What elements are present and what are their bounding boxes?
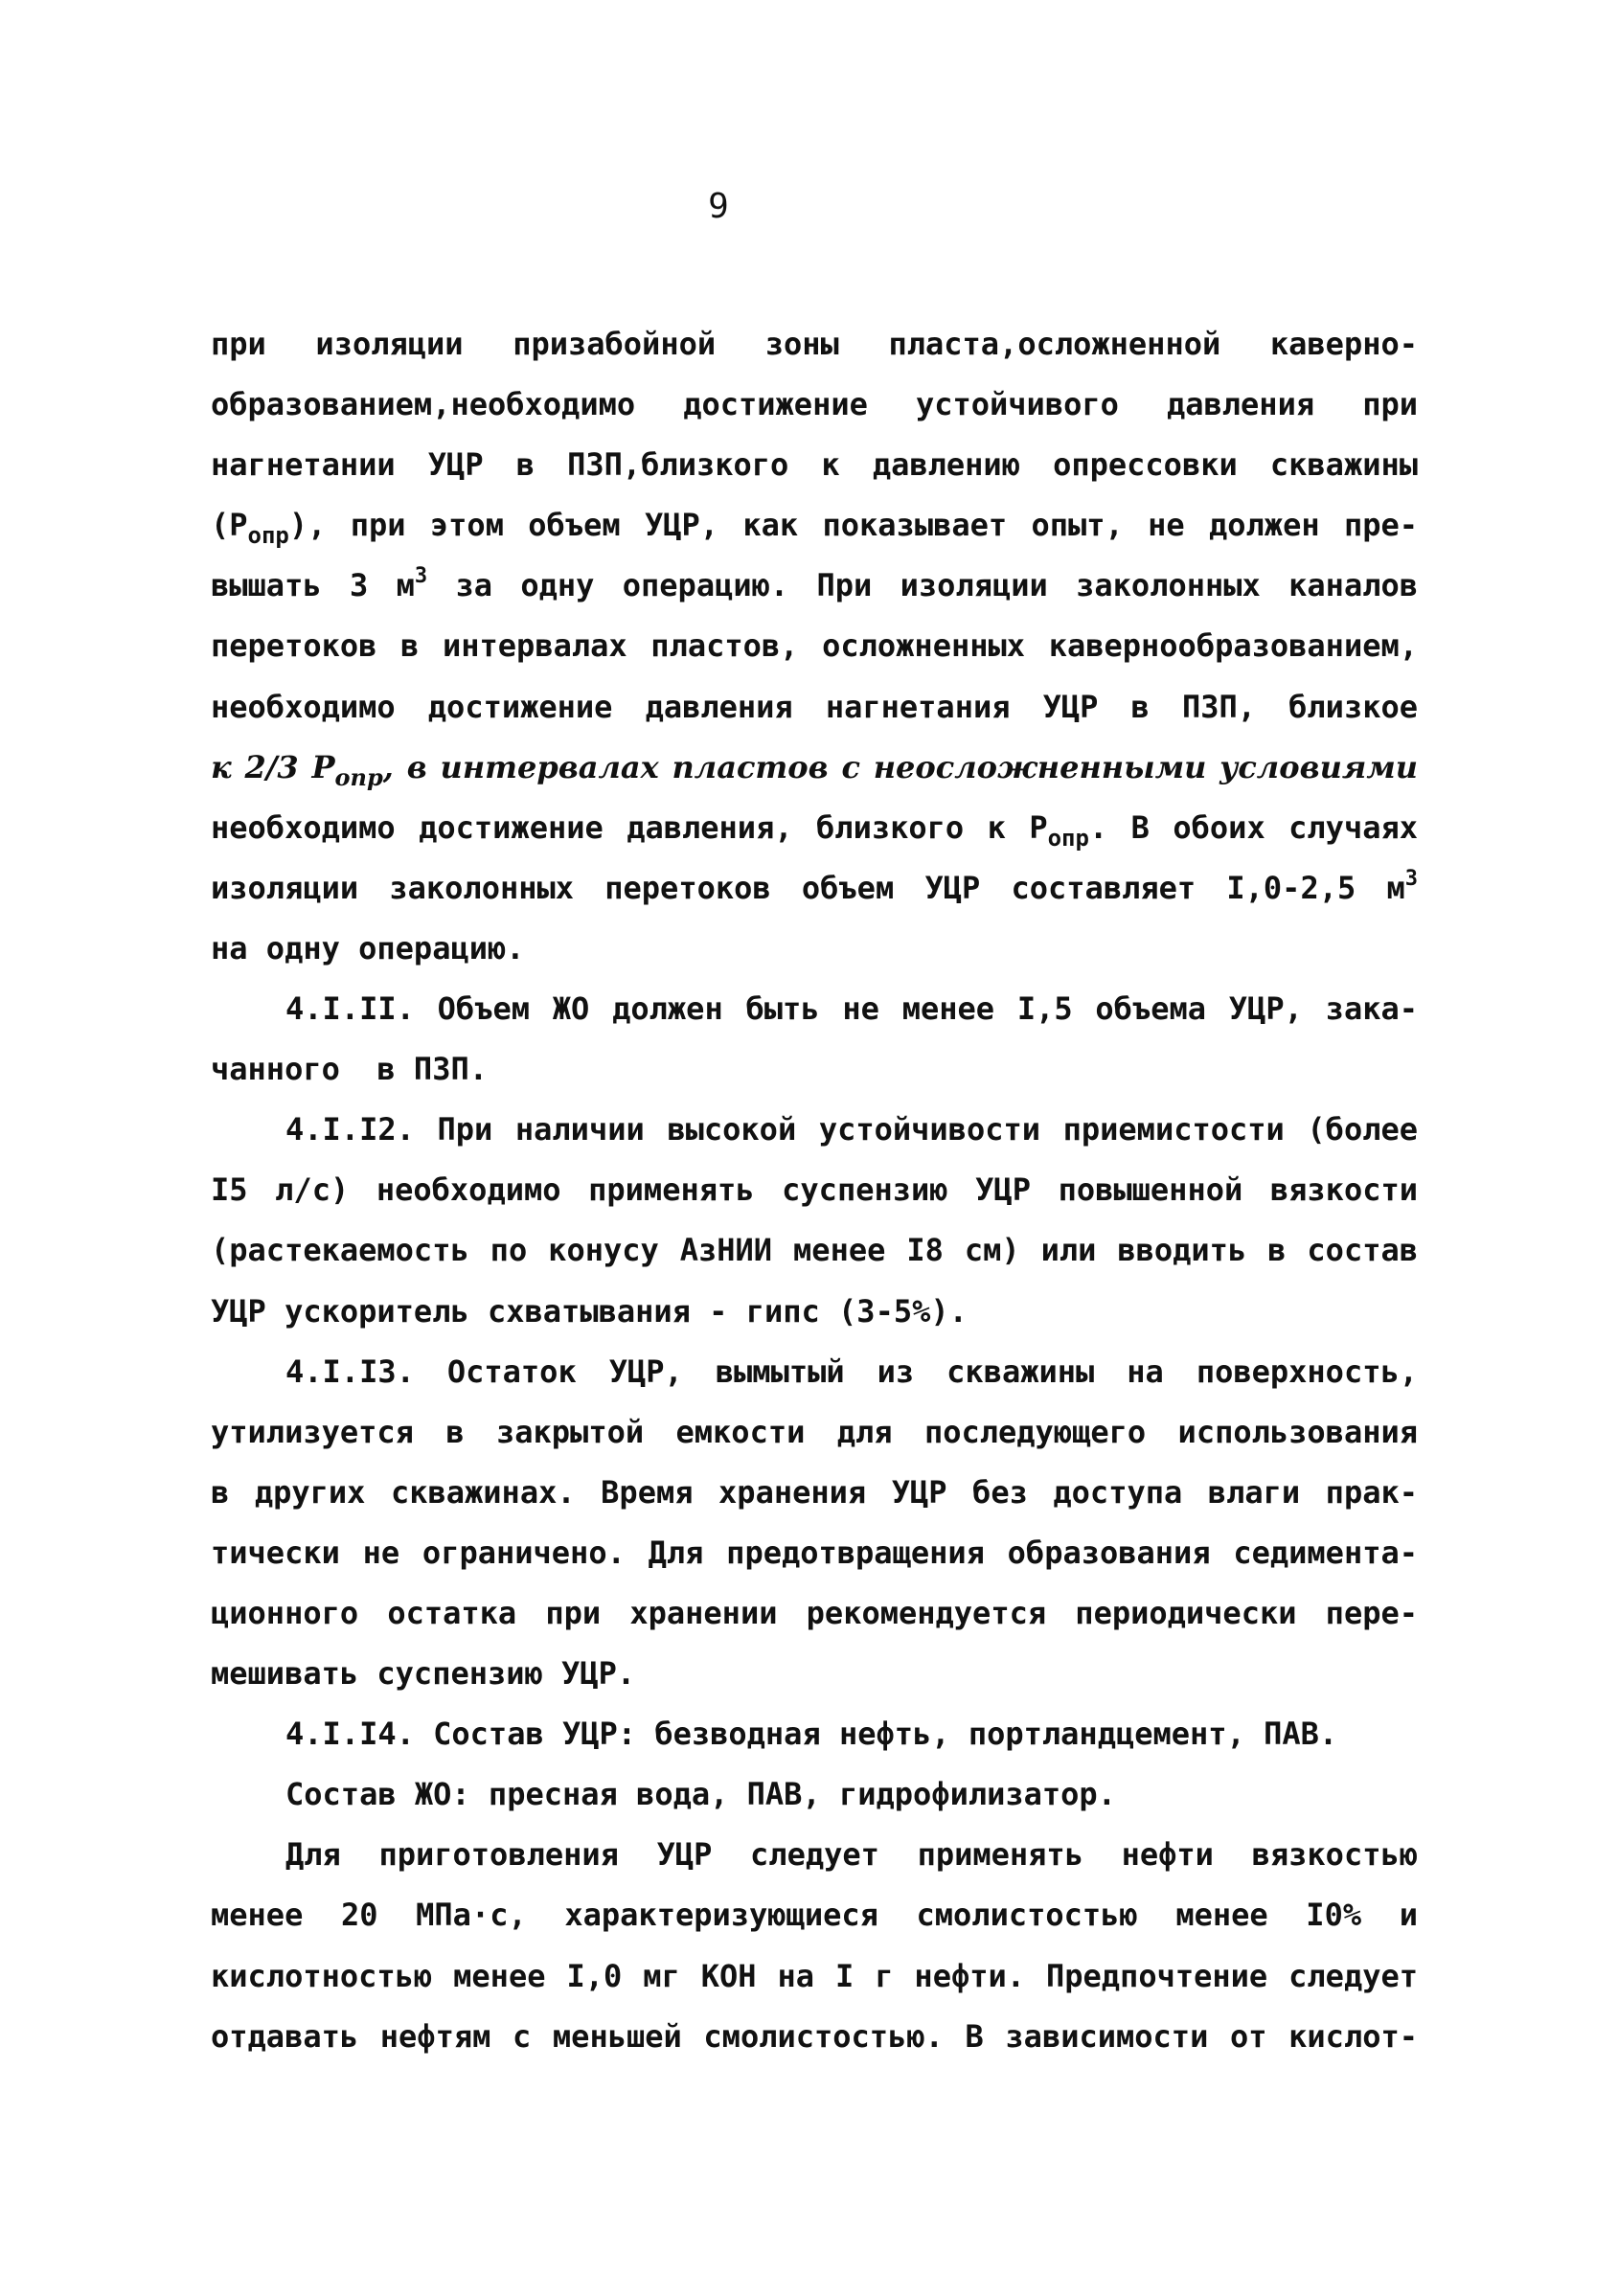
- text-line: I5 л/с) необходимо применять суспензию УЦР повышенной вязкости: [211, 1171, 1418, 1209]
- text-line-with-subscript: [211, 495, 1418, 556]
- text-line-with-subscript: [211, 798, 1418, 858]
- text-fragment: ), при этом объем УЦР, как показывает опыт, не должен пре-: [288, 507, 1418, 544]
- text-fragment: за одну операцию. При изоляции заколонных каналов: [427, 567, 1419, 604]
- text-line: на одну операцию.: [211, 929, 525, 966]
- superscript: 3: [414, 564, 428, 589]
- subscript: опр: [1047, 824, 1089, 852]
- page-number: 9: [708, 187, 729, 226]
- text-line: отдавать нефтям с меньшей смолистостью. В зависимости от кислот-: [211, 2017, 1418, 2055]
- text-line: тически не ограничено. Для предотвращения образования седимента-: [211, 1534, 1418, 1571]
- text-fragment: . В обоих случаях: [1088, 808, 1419, 846]
- text-fragment: вышать 3 м: [211, 567, 415, 604]
- text-line-italic: [211, 738, 1418, 798]
- paragraph-start-line: 4.I.I3. Остаток УЦР, вымытый из скважины на поверхность,: [285, 1353, 1418, 1390]
- paragraph-start-line: 4.I.I4. Состав УЦР: безводная нефть, портландцемент, ПАВ.: [285, 1716, 1338, 1753]
- text-fragment: необходимо достижение давления, близкого к P: [211, 808, 1048, 846]
- subscript: опр: [247, 522, 289, 550]
- text-fragment: изоляции заколонных перетоков объем УЦР составляет I,0-2,5 м: [211, 869, 1405, 906]
- text-line: утилизуется в закрытой емкости для последующего использования: [211, 1413, 1418, 1450]
- text-fragment: (P: [211, 507, 248, 544]
- text-line: кислотностью менее I,0 мг КОН на I г нефти. Предпочтение следует: [211, 1957, 1418, 1994]
- text-line: чанного в ПЗП.: [211, 1051, 488, 1088]
- text-line: перетоков в интервалах пластов, осложненных кавернообразованием,: [211, 627, 1418, 665]
- superscript: 3: [1404, 866, 1418, 891]
- text-line: (растекаемость по конусу АзНИИ менее I8 см) или вводить в состав: [211, 1232, 1418, 1269]
- document-body: [211, 314, 1418, 2067]
- text-line-with-superscript: [211, 556, 1418, 616]
- text-line: УЦР ускоритель схватывания - гипс (3-5%).: [211, 1292, 968, 1330]
- paragraph-start-line: Состав ЖО: пресная вода, ПАВ, гидрофилизатор.: [285, 1776, 1116, 1813]
- text-line-with-superscript: [211, 858, 1418, 919]
- text-line: при изоляции призабойной зоны пласта,осложненной каверно-: [211, 326, 1418, 362]
- text-fragment: к 2/3 P: [211, 748, 335, 785]
- text-line: нагнетании УЦР в ПЗП,близкого к давлению опрессовки скважины: [211, 446, 1418, 484]
- text-line: мешивать суспензию УЦР.: [211, 1655, 636, 1693]
- text-fragment: , в интервалах пластов с неосложненными условиями: [382, 748, 1419, 785]
- text-line: образованием,необходимо достижение устойчивого давления при: [211, 386, 1418, 423]
- text-line: менее 20 МПа·с, характеризующиеся смолистостью менее I0% и: [211, 1897, 1418, 1934]
- subscript: опр: [334, 762, 383, 791]
- text-line: необходимо достижение давления нагнетания УЦР в ПЗП, близкое: [211, 688, 1418, 725]
- text-line: ционного остатка при хранении рекомендуется периодически пере-: [211, 1594, 1418, 1631]
- paragraph-start-line: 4.I.I2. При наличии высокой устойчивости приемистости (более: [285, 1111, 1418, 1148]
- paragraph-start-line: Для приготовления УЦР следует применять нефти вязкостью: [285, 1836, 1418, 1874]
- text-line: в других скважинах. Время хранения УЦР без доступа влаги прак-: [211, 1473, 1418, 1511]
- paragraph-start-line: 4.I.II. Объем ЖО должен быть не менее I,5 объема УЦР, зака-: [285, 990, 1418, 1028]
